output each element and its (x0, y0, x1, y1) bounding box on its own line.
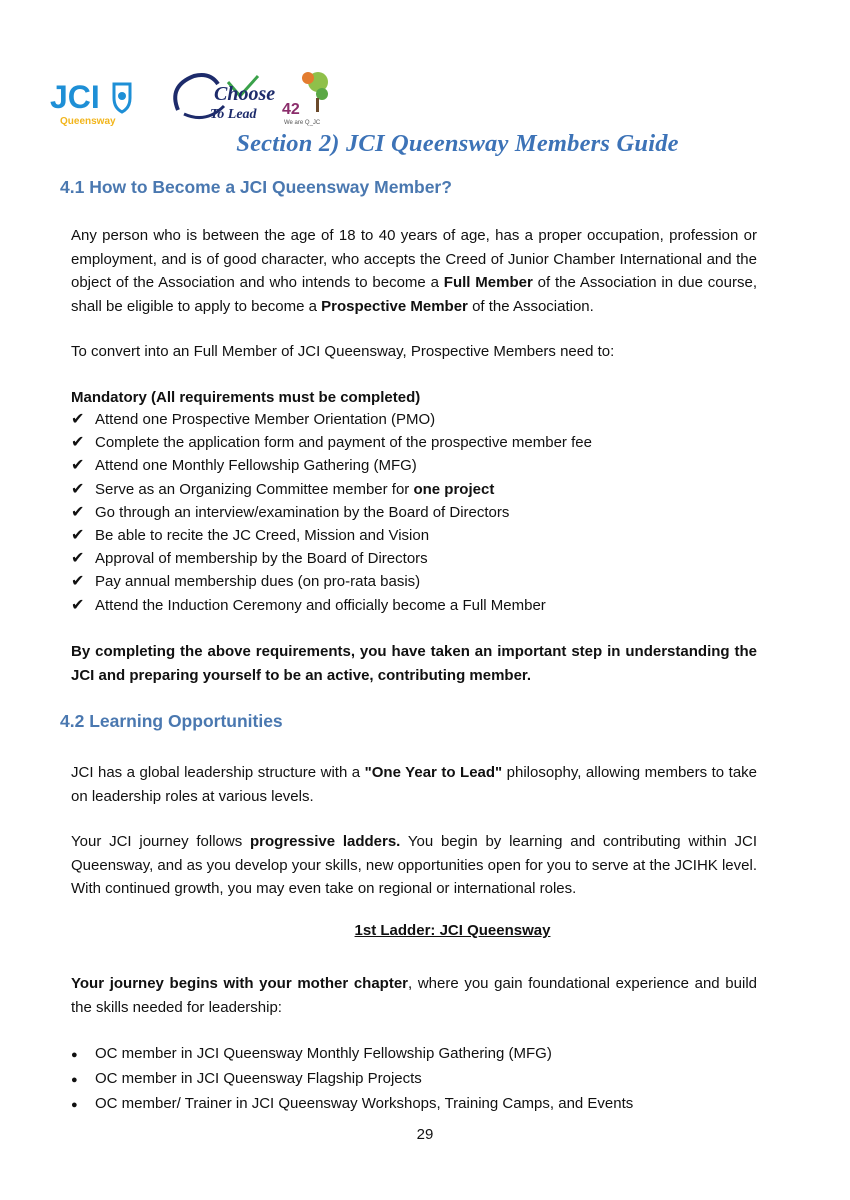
list-item: ✔ Serve as an Organizing Committee member for one project (71, 478, 771, 501)
list-item: ✔ Attend one Monthly Fellowship Gathering (MFG) (71, 454, 771, 477)
header-logos (48, 66, 338, 126)
bullet-icon: ● (71, 1099, 78, 1112)
bullet-icon: ● (71, 1049, 78, 1061)
badge-sub: We are Q_JC (284, 120, 321, 126)
list-item: ● OC member/ Trainer in JCI Queensway Workshops, Training Camps, and Events (71, 1092, 771, 1117)
check-icon: ✔ (71, 411, 85, 428)
jci-queensway-logo (48, 76, 158, 126)
conversion-intro: To convert into an Full Member of JCI Queensway, Prospective Members need to: (71, 343, 615, 360)
mandatory-heading: Mandatory (All requirements must be completed) (71, 389, 421, 406)
check-icon: ✔ (71, 434, 85, 452)
list-item: ✔ Complete the application form and payment of the prospective member fee (71, 431, 771, 454)
list-item: ✔ Attend one Prospective Member Orientation (PMO) (71, 408, 771, 431)
list-item: ● OC member in JCI Queensway Monthly Fellowship Gathering (MFG) (71, 1042, 771, 1067)
heading-4-1: 4.1 How to Become a JCI Queensway Member? (60, 177, 452, 197)
check-icon: ✔ (71, 527, 85, 545)
choose-logo-text: Choose (214, 83, 276, 105)
choose-logo-sub: To Lead (210, 107, 257, 122)
ladder-title: 1st Ladder: JCI Queensway (354, 922, 551, 939)
we-are-qjc-logo (272, 68, 338, 126)
jci-logo-sub: Queensway (60, 116, 116, 126)
check-icon: ✔ (71, 457, 85, 475)
section-title: Section 2) JCI Queensway Members Guide (236, 130, 679, 157)
list-item: ✔ Go through an interview/examination by the Board of Directors (71, 501, 771, 524)
check-icon: ✔ (71, 503, 85, 521)
leadership-structure-paragraph: JCI has a global leadership structure with a "One Year to Lead" philosophy, allowing members to take on leadership roles at various levels. (71, 764, 758, 805)
closing-statement: By completing the above requirements, you have taken an important step in understanding the JCI and preparing yourself to be an active, contributing member. (71, 643, 757, 684)
list-item: ✔ Attend the Induction Ceremony and officially become a Full Member (71, 594, 771, 617)
check-icon: ✔ (71, 550, 85, 568)
journey-paragraph: Your journey begins with your mother chapter, where you gain foundational experience and build the skills needed for leadership: (71, 975, 757, 1016)
check-icon: ✔ (71, 573, 85, 591)
badge-number: 42 (282, 101, 300, 118)
jci-logo-text: JCI (50, 79, 100, 115)
check-icon: ✔ (71, 480, 85, 498)
eligibility-paragraph: Any person who is between the age of 18 to 40 years of age, has a proper occupation, profession or employment, and is of good character, who accepts the Creed of Junior Chamber International and the object of the Association and who intends to become a Full Member of the Association in due course, shall be eligible to apply to become a Prospective Member of the Association. (71, 227, 757, 315)
ladder-bullets (71, 1042, 771, 1118)
progressive-ladders-paragraph: Your JCI journey follows progressive ladders. You begin by learning and contributing within JCI Queensway, and as you develop your skills, new opportunities open for you to serve at the JCIHK level. With continued growth, you may even take on regional or international roles. (71, 833, 758, 897)
bullet-icon: ● (71, 1074, 78, 1087)
list-item: ✔ Pay annual membership dues (on pro-rata basis) (71, 570, 771, 593)
list-item: ✔ Be able to recite the JC Creed, Mission and Vision (71, 524, 771, 547)
page-number: 29 (416, 1126, 434, 1143)
list-item: ● OC member in JCI Queensway Flagship Projects (71, 1067, 771, 1092)
heading-4-2: 4.2 Learning Opportunities (60, 711, 283, 731)
requirements-list (71, 408, 771, 617)
list-item: ✔ Approval of membership by the Board of Directors (71, 547, 771, 570)
check-icon: ✔ (71, 596, 85, 614)
